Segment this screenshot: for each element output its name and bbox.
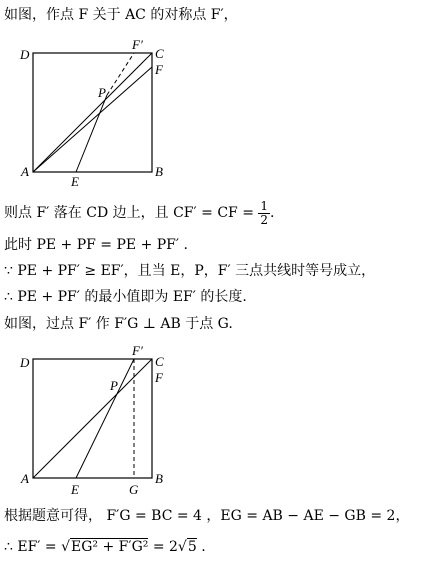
label-c-2: C [155,354,164,369]
text-line-1: 如图，作点 F 关于 AC 的对称点 F′， [4,7,238,23]
segment-ep [76,95,107,172]
text-line-4: ∵ PE + PF′ ≥ EF′，且当 E，P，F′ 三点共线时等号成立， [4,263,376,279]
label-a: A [21,164,29,179]
label-d: D [20,47,30,62]
fraction-denominator: 2 [260,212,269,227]
label-e: E [71,174,79,189]
text-line-7: 根据题意可得， F′G = BC = 4 ，EG = AB − AE − GB = 2， [4,508,410,524]
figure-1 [0,34,200,194]
text-line-2 [4,198,274,228]
fraction-numerator: 1 [260,198,269,213]
label-c: C [155,46,164,61]
text-line-8b: = 2√ [148,539,187,555]
label-f: F [155,62,163,77]
fraction-one-half [258,200,270,227]
text-line-2a: 则点 F′ 落在 CD 边上，且 CF′ = CF = [4,205,259,221]
figure-2 [0,340,200,500]
label-e-2: E [71,482,79,497]
segment-ef-prime [76,359,134,478]
label-f-prime: F′ [132,37,143,52]
label-p-2: P [110,378,118,393]
text-line-5: ∴ PE + PF′ 的最小值即为 EF′ 的长度. [4,289,247,305]
radicand-2: 5 [187,539,197,555]
label-b-2: B [155,471,163,486]
label-b: B [155,164,163,179]
label-g: G [129,482,139,497]
text-line-2b: . [270,205,275,221]
label-f-prime-2: F′ [132,343,143,358]
dashed-pf-prime [107,53,134,95]
text-line-6: 如图，过点 F′ 作 F′G ⊥ AB 于点 G. [4,316,233,332]
text-line-8c: . [196,539,206,555]
text-line-8a: ∴ EF′ = √ [4,539,71,555]
label-f-2: F [155,370,163,385]
label-p: P [98,85,106,100]
label-a-2: A [21,471,29,486]
label-d-2: D [20,355,30,370]
radicand-1: EG² + F′G² [71,539,149,555]
segment-af [33,67,152,172]
diagonal-ac [33,53,152,172]
text-line-8 [4,538,206,556]
text-line-3: 此时 PE + PF = PE + PF′ . [4,237,188,253]
